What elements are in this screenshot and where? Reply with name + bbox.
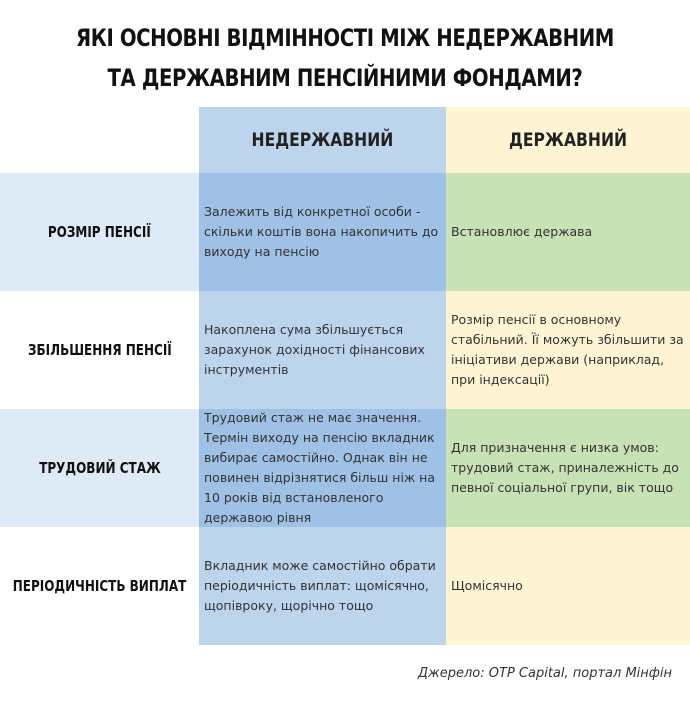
source-note: Джерело: OTP Capital, портал Мінфін — [417, 666, 672, 681]
cell-work-experience-state: Для призначення є низка умов: трудовий стаж, приналежність до певної соціальної групи, вік тощо — [446, 409, 690, 527]
cell-work-experience-non-state: Трудовий стаж не має значення. Термін виходу на пенсію вкладник вибирає самостійно. Однак він не повинен відрізнятися більш ніж на 10 років від встановленого державою рівня — [199, 409, 446, 527]
title-line-2: ТА ДЕРЖАВНИМ ПЕНСІЙНИМИ ФОНДАМИ? — [107, 64, 583, 92]
cell-pension-increase-non-state: Накоплена сума збільшується зарахунок дохідності фінансових інструментів — [199, 291, 446, 409]
column-header-non-state-label: НЕДЕРЖАВНИЙ — [251, 129, 394, 151]
comparison-table — [0, 107, 690, 645]
cell-payment-frequency-non-state: Вкладник може самостійно обрати періодичність виплат: щомісячно, щопівроку, щорічно тощо — [199, 527, 446, 645]
cell-pension-size-non-state: Залежить від конкретної особи - скільки коштів вона накопичить до виходу на пенсію — [199, 173, 446, 291]
row-label-work-experience: ТРУДОВИЙ СТАЖ — [0, 409, 199, 527]
column-header-state-label: ДЕРЖАВНИЙ — [508, 129, 628, 151]
column-header-state — [446, 107, 690, 173]
header-corner — [0, 107, 199, 173]
row-label-pension-increase: ЗБІЛЬШЕННЯ ПЕНСІЇ — [0, 291, 199, 409]
row-label-pension-size: РОЗМІР ПЕНСІЇ — [0, 173, 199, 291]
title-line-1: ЯКІ ОСНОВНІ ВІДМІННОСТІ МІЖ НЕДЕРЖАВНИМ — [76, 24, 614, 52]
column-header-non-state — [199, 107, 446, 173]
cell-pension-increase-state: Розмір пенсії в основному стабільний. Її можуть збільшити за ініціативи держави (наприклад, при індексації) — [446, 291, 690, 409]
cell-pension-size-state: Встановлює держава — [446, 173, 690, 291]
row-label-payment-frequency: ПЕРІОДИЧНІСТЬ ВИПЛАТ — [0, 527, 199, 645]
page-title — [62, 18, 628, 98]
cell-payment-frequency-state: Щомісячно — [446, 527, 690, 645]
